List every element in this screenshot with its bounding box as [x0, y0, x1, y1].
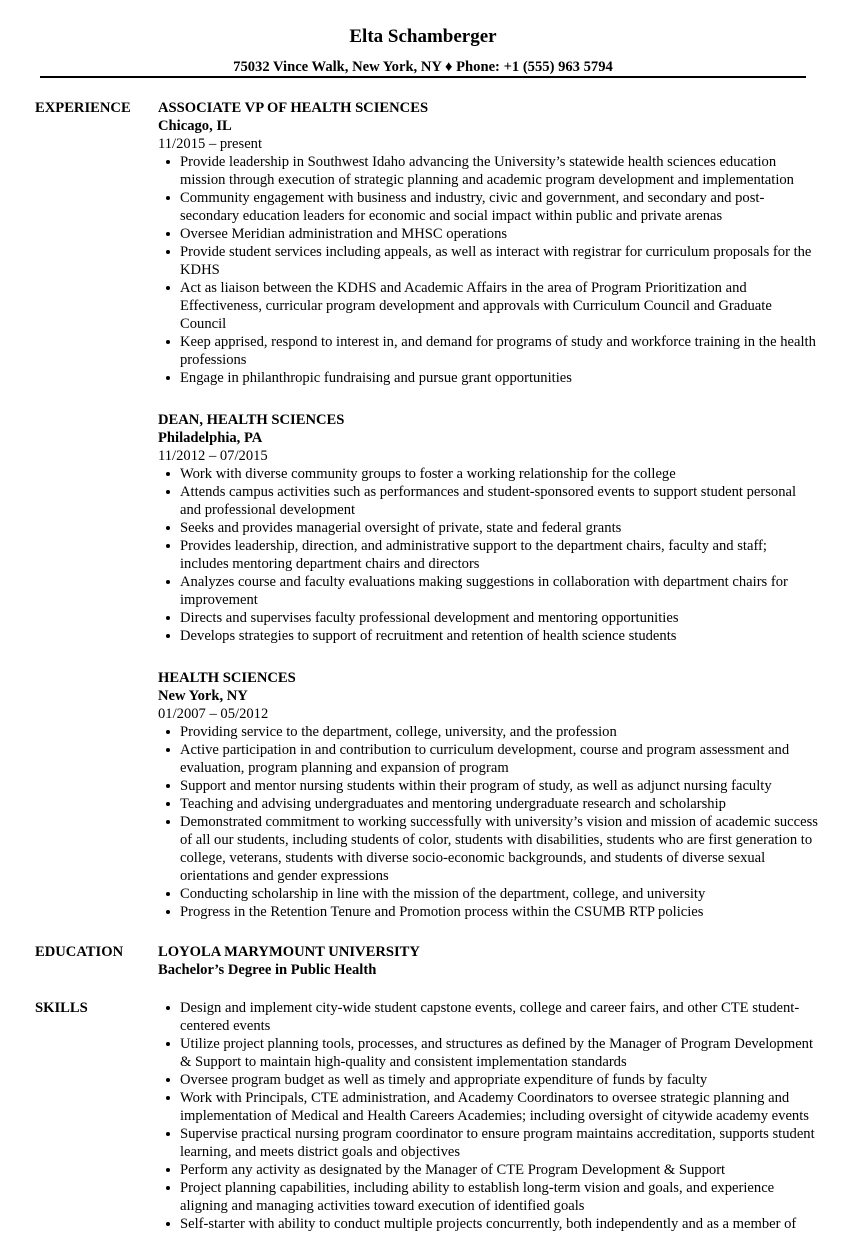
- job-bullet: Attends campus activities such as performances and student-sponsored events to support student personal and professional development: [158, 483, 818, 519]
- header-divider: [40, 76, 806, 78]
- job-bullets: [158, 153, 818, 387]
- job-bullet: Directs and supervises faculty professional development and mentoring opportunities: [158, 609, 818, 627]
- job-title: HEALTH SCIENCES: [158, 670, 296, 686]
- job-bullet: Conducting scholarship in line with the mission of the department, college, and university: [158, 885, 818, 903]
- degree: Bachelor’s Degree in Public Health: [158, 962, 377, 978]
- job-dates: 01/2007 – 05/2012: [158, 706, 269, 722]
- skill-bullet: Self-starter with ability to conduct multiple projects concurrently, both independently and as a member of: [158, 1215, 818, 1233]
- skills-body: [158, 999, 818, 1233]
- job-bullet: Engage in philanthropic fundraising and pursue grant opportunities: [158, 369, 818, 387]
- job-bullet: Act as liaison between the KDHS and Academic Affairs in the area of Program Prioritization and Effectiveness, curricular program development and approvals with Curriculum Council and Graduate Council: [158, 279, 818, 333]
- skill-bullet: Work with Principals, CTE administration, and Academy Coordinators to oversee strategic planning and implementation of Medical and Health Careers Academies; including oversight of citywide academy events: [158, 1089, 818, 1125]
- section-label-education: EDUCATION: [35, 944, 124, 960]
- job-bullet: Provide leadership in Southwest Idaho advancing the University’s statewide health sciences education mission through execution of strategic planning and academic program development and implementation: [158, 153, 818, 189]
- skill-bullet: Supervise practical nursing program coordinator to ensure program maintains accreditation, supports student learning, and meets district goals and objectives: [158, 1125, 818, 1161]
- skill-bullet: Oversee program budget as well as timely and appropriate expenditure of funds by faculty: [158, 1071, 818, 1089]
- school-name: LOYOLA MARYMOUNT UNIVERSITY: [158, 944, 420, 960]
- job-entry: [158, 669, 818, 921]
- education-body: [158, 943, 818, 979]
- job-location: New York, NY: [158, 688, 248, 704]
- job-bullets: [158, 465, 818, 645]
- job-bullet: Demonstrated commitment to working successfully with university’s vision and mission of academic success of all our students, including students of color, students with disabilities, students who are first generation to college, veterans, students with diverse socio-economic backgrounds, and students of diverse sexual orientations and gender expressions: [158, 813, 818, 885]
- job-bullet: Provides leadership, direction, and administrative support to the department chairs, faculty and staff; includes mentoring department chairs and directors: [158, 537, 818, 573]
- candidate-name: Elta Schamberger: [349, 26, 497, 47]
- job-bullet: Work with diverse community groups to foster a working relationship for the college: [158, 465, 818, 483]
- job-dates: 11/2015 – present: [158, 136, 263, 152]
- job-bullets: [158, 723, 818, 921]
- job-location: Philadelphia, PA: [158, 430, 263, 446]
- job-bullet: Teaching and advising undergraduates and mentoring undergraduate research and scholarship: [158, 795, 818, 813]
- job-bullet: Keep apprised, respond to interest in, and demand for programs of study and workforce training in the health professions: [158, 333, 818, 369]
- job-bullet: Provide student services including appeals, as well as interact with registrar for curriculum proposals for the KDHS: [158, 243, 818, 279]
- skill-bullet: Utilize project planning tools, processes, and structures as defined by the Manager of Program Development & Support to maintain high-quality and consistent implementation standards: [158, 1035, 818, 1071]
- experience-jobs: [158, 99, 818, 945]
- job-location: Chicago, IL: [158, 118, 232, 134]
- job-title: ASSOCIATE VP OF HEALTH SCIENCES: [158, 100, 429, 116]
- job-bullet: Seeks and provides managerial oversight of private, state and federal grants: [158, 519, 818, 537]
- section-label-skills: SKILLS: [35, 1000, 88, 1016]
- job-bullet: Analyzes course and faculty evaluations making suggestions in collaboration with department chairs for improvement: [158, 573, 818, 609]
- section-label-experience: EXPERIENCE: [35, 100, 131, 116]
- job-bullet: Providing service to the department, college, university, and the profession: [158, 723, 818, 741]
- job-bullet: Active participation in and contribution to curriculum development, course and program assessment and evaluation, program planning and expansion of program: [158, 741, 818, 777]
- job-dates: 11/2012 – 07/2015: [158, 448, 268, 464]
- job-bullet: Support and mentor nursing students within their program of study, as well as adjunct nursing faculty: [158, 777, 818, 795]
- job-bullet: Progress in the Retention Tenure and Promotion process within the CSUMB RTP policies: [158, 903, 818, 921]
- skills-bullets: [158, 999, 818, 1233]
- job-entry: [158, 99, 818, 387]
- job-bullet: Develops strategies to support of recruitment and retention of health science students: [158, 627, 818, 645]
- contact-info: 75032 Vince Walk, New York, NY ♦ Phone: +1 (555) 963 5794: [233, 59, 613, 75]
- job-title: DEAN, HEALTH SCIENCES: [158, 412, 345, 428]
- job-bullet: Community engagement with business and industry, civic and government, and secondary and post-secondary education leaders for economic and social impact within public and private arenas: [158, 189, 818, 225]
- skill-bullet: Perform any activity as designated by the Manager of CTE Program Development & Support: [158, 1161, 818, 1179]
- skill-bullet: Design and implement city-wide student capstone events, college and career fairs, and other CTE student-centered events: [158, 999, 818, 1035]
- skill-bullet: Project planning capabilities, including ability to establish long-term vision and goals, and experience aligning and managing activities toward execution of identified goals: [158, 1179, 818, 1215]
- job-entry: [158, 411, 818, 645]
- job-bullet: Oversee Meridian administration and MHSC operations: [158, 225, 818, 243]
